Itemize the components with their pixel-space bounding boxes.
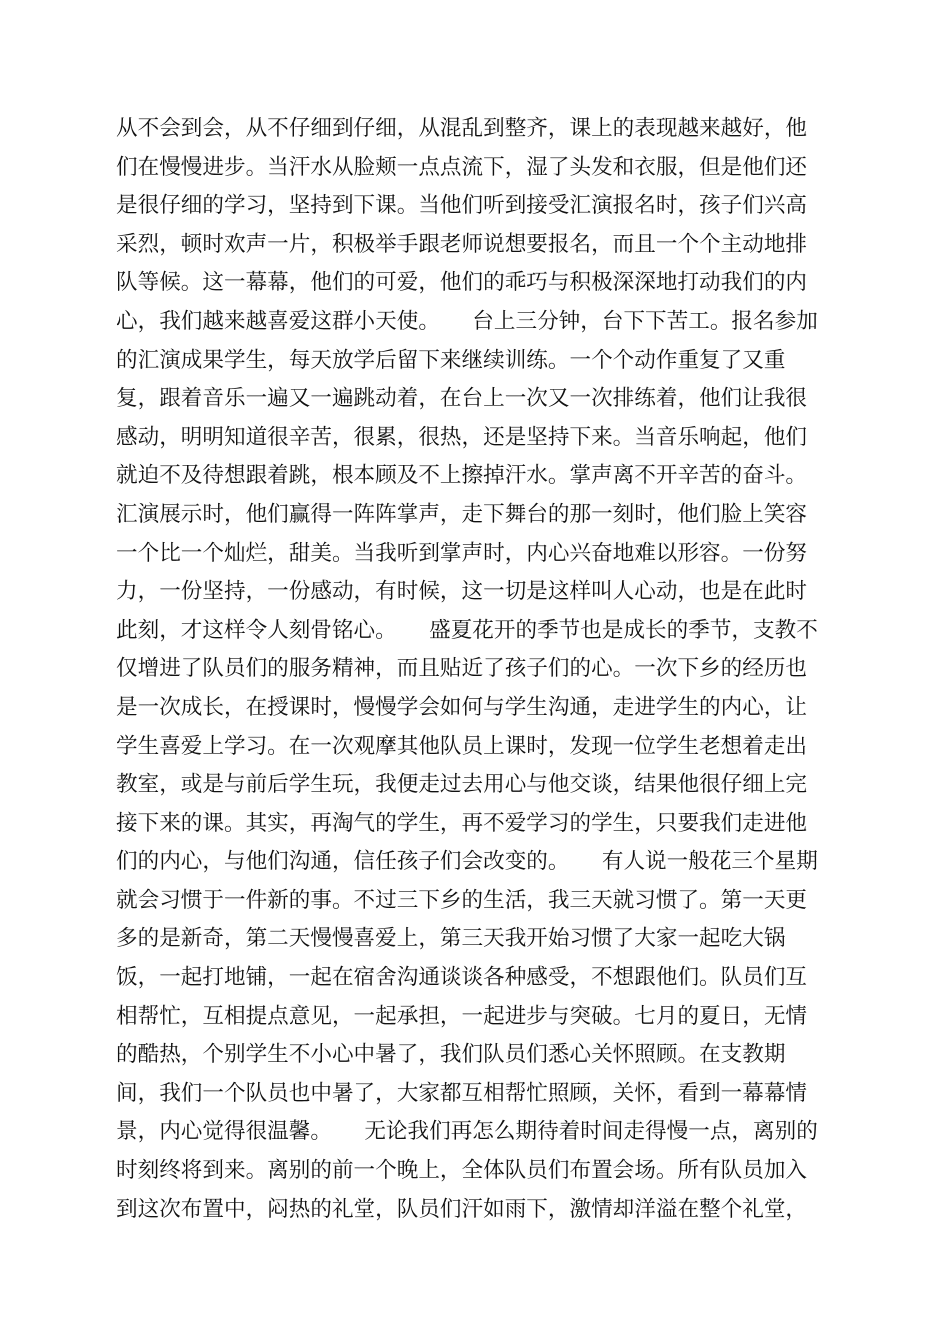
text-line: 的酷热，个别学生不小心中暑了，我们队员们悉心关怀照顾。在支教期 (116, 1042, 786, 1068)
text-line: 时刻终将到来。离别的前一个晚上，全体队员们布置会场。所有队员加入 (116, 1158, 808, 1184)
body-text (116, 110, 836, 1229)
text-line: 汇演展示时，他们赢得一阵阵掌声，走下舞台的那一刻时，他们脸上笑容 (116, 501, 808, 527)
text-line: 接下来的课。其实，再淘气的学生，再不爱学习的学生，只要我们走进他 (116, 810, 808, 836)
text-line: 就迫不及待想跟着跳，根本顾及不上擦掉汗水。掌声离不开辛苦的奋斗。 (116, 463, 808, 489)
text-line: 们在慢慢进步。当汗水从脸颊一点点流下，湿了头发和衣服，但是他们还 (116, 154, 808, 180)
text-line: 到这次布置中，闷热的礼堂，队员们汗如雨下，激情却洋溢在整个礼堂， (116, 1196, 808, 1222)
text-line: 一个比一个灿烂，甜美。当我听到掌声时，内心兴奋地难以形容。一份努 (116, 540, 808, 566)
text-line: 们的内心，与他们沟通，信任孩子们会改变的。 有人说一般花三个星期 (116, 849, 818, 875)
text-line: 就会习惯于一件新的事。不过三下乡的生活，我三天就习惯了。第一天更 (116, 887, 808, 913)
text-line: 采烈，顿时欢声一片，积极举手跟老师说想要报名，而且一个个主动地排 (116, 231, 808, 257)
text-line: 景，内心觉得很温馨。 无论我们再怎么期待着时间走得慢一点，离别的 (116, 1119, 818, 1145)
text-line: 是一次成长，在授课时，慢慢学会如何与学生沟通，走进学生的内心，让 (116, 694, 808, 720)
text-line: 是很仔细的学习，坚持到下课。当他们听到接受汇演报名时，孩子们兴高 (116, 193, 808, 219)
text-line: 心，我们越来越喜爱这群小天使。 台上三分钟，台下下苦工。报名参加 (116, 308, 818, 334)
text-line: 仅增进了队员们的服务精神，而且贴近了孩子们的心。一次下乡的经历也 (116, 656, 808, 682)
text-line: 此刻，才这样令人刻骨铭心。 盛夏花开的季节也是成长的季节，支教不 (116, 617, 818, 643)
text-line: 教室，或是与前后学生玩，我便走过去用心与他交谈，结果他很仔细上完 (116, 772, 808, 798)
text-line: 力，一份坚持，一份感动，有时候，这一切是这样叫人心动，也是在此时 (116, 579, 808, 605)
text-line: 饭，一起打地铺，一起在宿舍沟通谈谈各种感受，不想跟他们。队员们互 (116, 965, 808, 991)
text-line: 复，跟着音乐一遍又一遍跳动着，在台上一次又一次排练着，他们让我很 (116, 386, 808, 412)
text-line: 队等候。这一幕幕，他们的可爱，他们的乖巧与积极深深地打动我们的内 (116, 270, 808, 296)
text-line: 学生喜爱上学习。在一次观摩其他队员上课时，发现一位学生老想着走出 (116, 733, 808, 759)
text-line: 的汇演成果学生，每天放学后留下来继续训练。一个个动作重复了又重 (116, 347, 786, 373)
text-line: 相帮忙，互相提点意见，一起承担，一起进步与突破。七月的夏日，无情 (116, 1003, 808, 1029)
text-line: 间，我们一个队员也中暑了，大家都互相帮忙照顾，关怀，看到一幕幕情 (116, 1080, 808, 1106)
text-line: 从不会到会，从不仔细到仔细，从混乱到整齐，课上的表现越来越好，他 (116, 116, 808, 141)
text-line: 多的是新奇，第二天慢慢喜爱上，第三天我开始习惯了大家一起吃大锅 (116, 926, 786, 952)
text-line: 感动，明明知道很辛苦，很累，很热，还是坚持下来。当音乐响起，他们 (116, 424, 808, 450)
